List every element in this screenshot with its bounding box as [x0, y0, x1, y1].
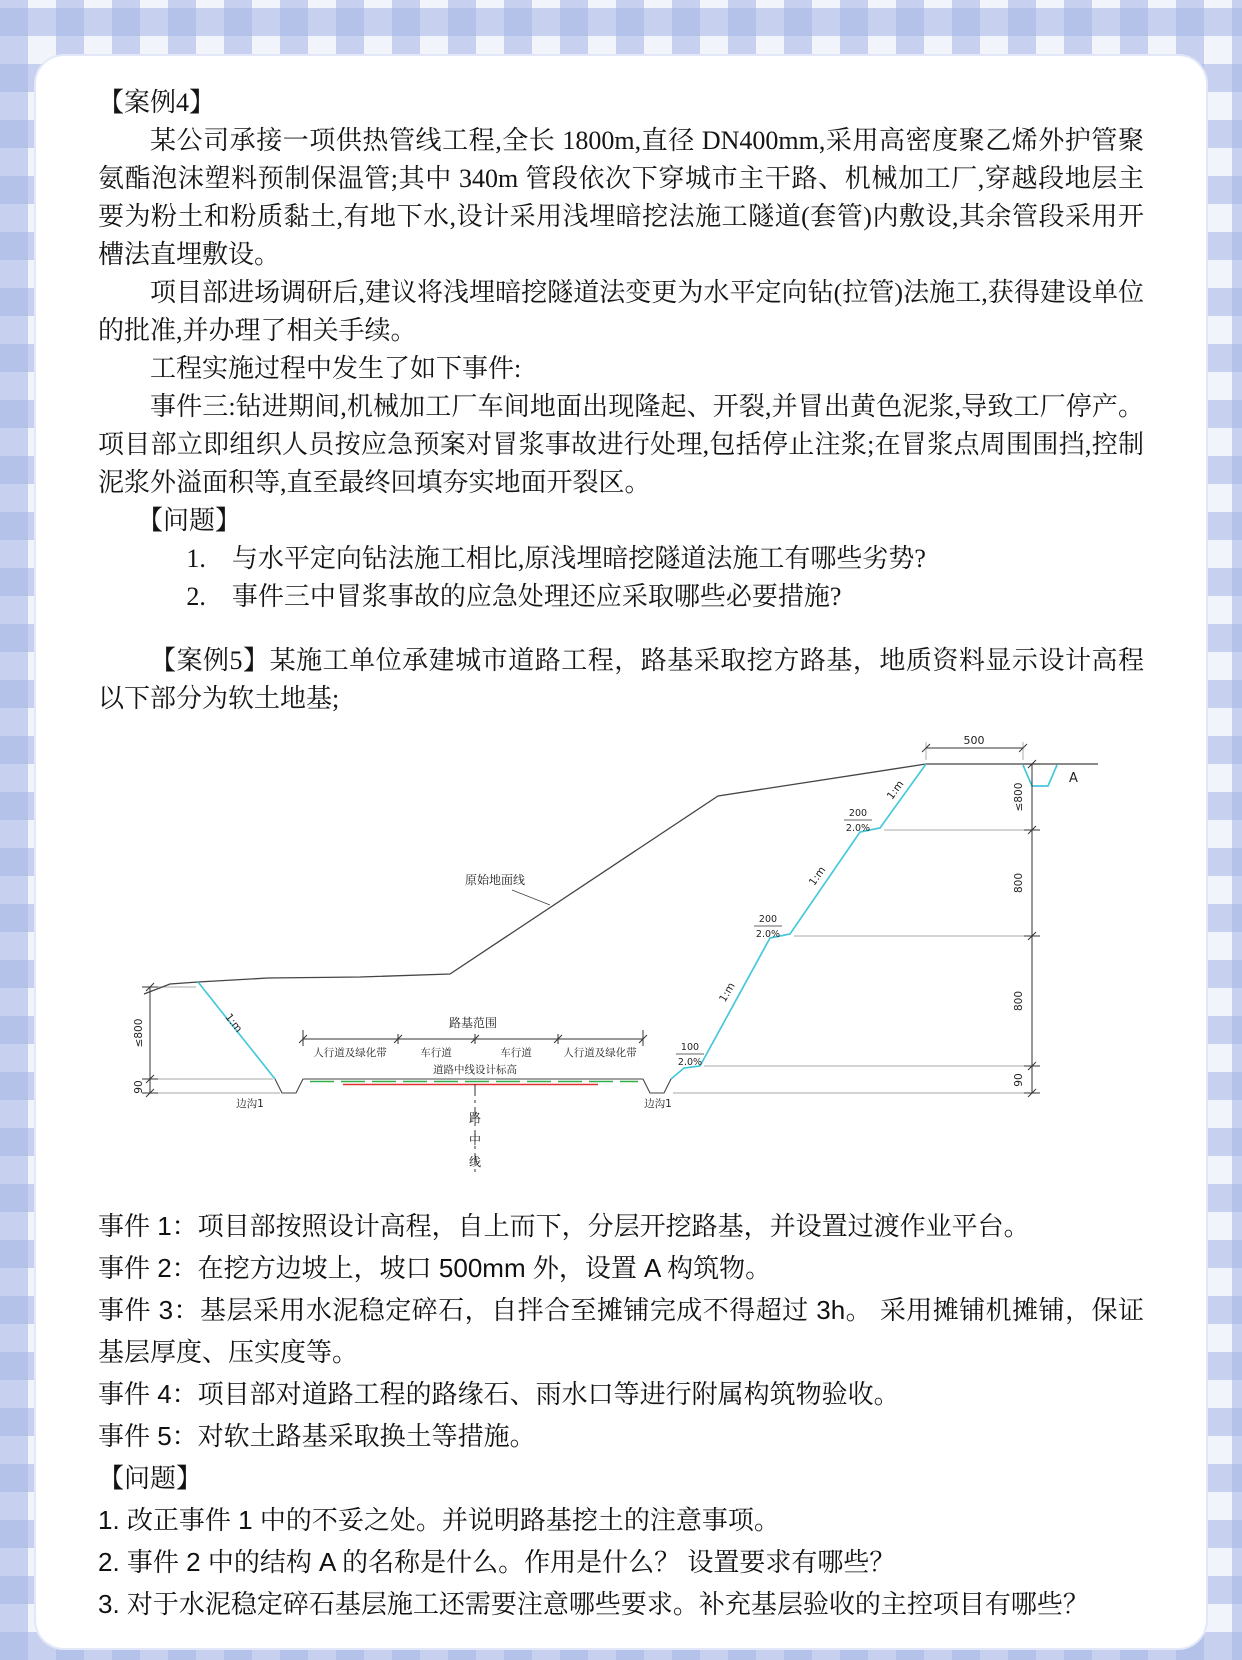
road-centerline-char-2: 中 — [468, 1133, 482, 1147]
bench2-grade-label: 2.0% — [755, 929, 781, 940]
structure-a-label: A — [1069, 771, 1078, 786]
lane-right-label: 车行道 — [500, 1047, 532, 1059]
structure-a-shape — [1023, 765, 1057, 786]
case4-heading: 【案例4】 — [98, 88, 216, 117]
case4-question-2: 2. 事件三中冒浆事故的应急处理还应采取哪些必要措施? — [186, 582, 842, 611]
right-ditch-shape — [643, 1079, 671, 1093]
case5-questions — [98, 1457, 1144, 1625]
case4-questions-heading: 【问题】 — [137, 506, 242, 535]
slope-ratio-label-left: 1:m — [222, 1011, 245, 1035]
case5-event-3: 事件 3：基层采用水泥稳定碎石，自拌合至摊铺完成不得超过 3h。 采用摊铺机摊铺，保证基层厚度、压实度等。 — [98, 1295, 1144, 1367]
sidewalk-left-label: 人行道及绿化带 — [313, 1047, 387, 1059]
bench2-width-label: 200 — [758, 914, 778, 925]
case4-paragraph-2: 项目部进场调研后,建议将浅埋暗挖隧道法变更为水平定向钻(拉管)法施工,获得建设单位的批准,并办理了相关手续。 — [98, 278, 1144, 345]
case5-events — [98, 1205, 1144, 1457]
case4-paragraph-3: 工程实施过程中发生了如下事件: — [150, 354, 522, 383]
dim-800-b-label: 800 — [1013, 990, 1025, 1012]
dim-90-left-label: 90 — [133, 1080, 145, 1094]
slope-ratio-label-top: 1:m — [884, 778, 907, 803]
case5-intro: 【案例5】某施工单位承建城市道路工程，路基采取挖方路基，地质资料显示设计高程以下部分为软土地基; — [98, 646, 1144, 713]
case5-question-2: 2. 事件 2 中的结构 A 的名称是什么。作用是什么？ 设置要求有哪些？ — [98, 1547, 896, 1577]
dim-le800-left-label: ≤800 — [133, 1018, 145, 1048]
right-dimension-chain — [1024, 760, 1040, 1097]
bench3-width-label: 100 — [680, 1042, 700, 1053]
dim-90-right-label: 90 — [1013, 1073, 1025, 1087]
case5-event-2: 事件 2：在挖方边坡上，坡口 500mm 外，设置 A 构筑物。 — [98, 1253, 772, 1283]
case4-paragraph-1: 某公司承接一项供热管线工程,全长 1800m,直径 DN400mm,采用高密度聚乙烯外护管聚氨酯泡沫塑料预制保温管;其中 340m 管段依次下穿城市主干路、机械加工厂,穿越段地层主要为粉土和粉质黏土,有地下水,设计采用浅埋暗挖法施工隧道(套管)内敷设,其余管段采用开槽法直埋敷设。 — [98, 126, 1144, 269]
case4-question-1: 1. 与水平定向钻法施工相比,原浅埋暗挖隧道法施工有哪些劣势? — [186, 544, 926, 573]
sidewalk-right-label: 人行道及绿化带 — [563, 1047, 637, 1059]
dim-le800-right-label: ≤800 — [1013, 782, 1025, 812]
case5-questions-heading: 【问题】 — [98, 1463, 203, 1493]
road-cross-section-diagram — [98, 732, 1144, 1189]
bench1-width-label: 200 — [848, 808, 868, 819]
case5-event-5: 事件 5：对软土路基采取换土等措施。 — [98, 1421, 536, 1451]
bench1-grade-label: 2.0% — [845, 823, 871, 834]
ditch-right-label: 边沟1 — [644, 1098, 672, 1110]
right-cut-slope — [671, 764, 926, 1079]
bench3-grade-label: 2.0% — [677, 1057, 703, 1068]
dim-500-label: 500 — [963, 734, 985, 747]
centerline-design-elevation-label: 道路中线设计标高 — [433, 1064, 517, 1076]
ditch-left-label: 边沟1 — [236, 1098, 264, 1110]
cross-section-svg — [98, 732, 1144, 1184]
road-centerline-char-1: 路 — [468, 1111, 482, 1125]
case4-paragraph-4: 事件三:钻进期间,机械加工厂车间地面出现隆起、开裂,并冒出黄色泥浆,导致工厂停产。项目部立即组织人员按应急预案对冒浆事故进行处理,包括停止注浆;在冒浆点周围围挡,控制泥浆外溢面积等,直至最终回填夯实地面开裂区。 — [98, 392, 1144, 497]
case5-question-1: 1. 改正事件 1 中的不妥之处。并说明路基挖土的注意事项。 — [98, 1505, 780, 1535]
case5-section — [98, 642, 1144, 1625]
slope-ratio-label-mid: 1:m — [806, 864, 829, 889]
cut-slope-lines — [198, 764, 1057, 1079]
left-ditch-shape — [275, 1079, 303, 1093]
document-card — [36, 56, 1206, 1648]
case5-question-3: 3. 对于水泥稳定碎石基层施工还需要注意哪些要求。补充基层验收的主控项目有哪些？ — [98, 1589, 1089, 1619]
road-centerline-char-3: 线 — [468, 1155, 482, 1169]
original-ground-label: 原始地面线 — [464, 873, 526, 887]
roadbed-range-dimension — [299, 1030, 647, 1046]
case4-section — [98, 84, 1144, 616]
original-ground-line — [144, 764, 1098, 994]
dim-800-a-label: 800 — [1013, 872, 1025, 894]
case5-event-1: 事件 1：项目部按照设计高程，自上而下，分层开挖路基，并设置过渡作业平台。 — [98, 1211, 1030, 1241]
ground-leader-line — [512, 890, 550, 905]
case5-event-4: 事件 4：项目部对道路工程的路缘石、雨水口等进行附属构筑物验收。 — [98, 1379, 900, 1409]
roadbed-range-label: 路基范围 — [448, 1016, 498, 1030]
lane-left-label: 车行道 — [420, 1047, 452, 1059]
slope-ratio-label-low: 1:m — [717, 980, 738, 1005]
